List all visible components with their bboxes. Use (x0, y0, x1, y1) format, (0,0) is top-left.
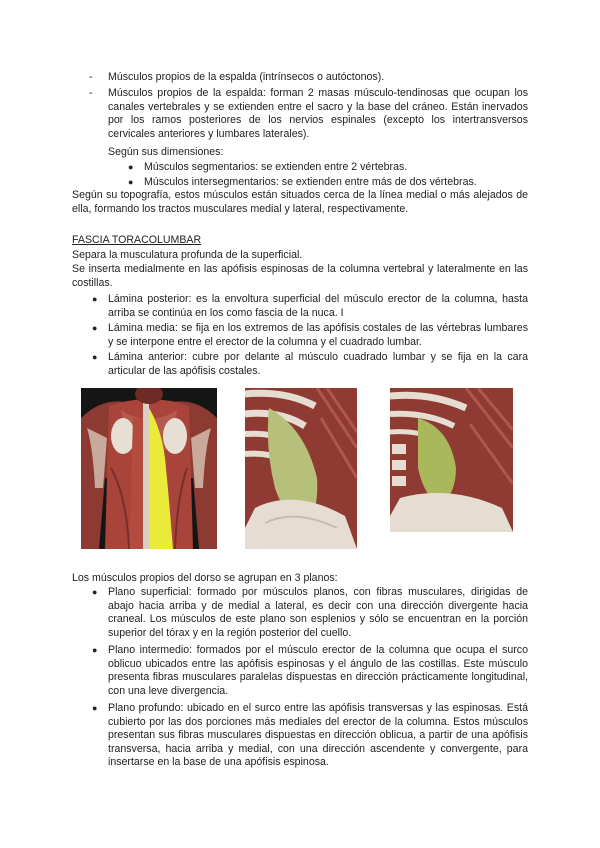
bullet-icon: ● (128, 162, 134, 172)
list-item: Lámina media: se fija en los extremos de las apófisis costales de las vértebras lumbares y se interpone entre el erector de la columna y el cuadrado lumbar. (108, 322, 528, 348)
bullet-icon: ● (92, 587, 98, 597)
planes-intro: Los músculos propios del dorso se agrupan en 3 planos: (72, 572, 338, 584)
bullet-icon: ● (92, 352, 98, 362)
back-muscles-image (81, 388, 217, 549)
bullet-icon: ● (92, 323, 98, 333)
list-item: Plano profundo: ubicado en el surco entre las apófisis transversas y las espinosas. Está cubierto por las dos porciones más mediales del erector de la columna. Estos músculos presentan sus fibras musculares dispuestas en dirección oblicua, a partir de una apófisis transversa, hacia arriba y medial, con una dirección ascendente y convergente, para insertarse en la base de una apófisis espinosa. (108, 702, 528, 769)
bullet-icon: ● (128, 177, 134, 187)
lateral-fascia-image (245, 388, 357, 549)
list-item: Músculos segmentarios: se extienden entre 2 vértebras. (144, 161, 408, 173)
bullet-icon: ● (92, 294, 98, 304)
dash-marker: - (89, 87, 93, 99)
paragraph: Se inserta medialmente en las apófisis espinosas de la columna vertebral y lateralmente en las costillas. (72, 263, 528, 289)
list-item: Lámina posterior: es la envoltura superficial del músculo erector de la columna, hasta arriba se continúa en los como fascia de la nuca. I (108, 293, 528, 319)
list-item: Músculos propios de la espalda (intrínsecos o autóctonos). (108, 71, 385, 83)
dash-marker: - (89, 71, 93, 83)
deep-muscle-image (390, 388, 513, 532)
paragraph: Separa la musculatura profunda de la superficial. (72, 249, 303, 261)
list-item: Plano superficial: formado por músculos planos, con fibras musculares, dirigidas de abajo hacia arriba y de medial a lateral, es decir con una dirección divergente hacia craneal. Los músculos de este plano son esplenios y sólo se encuentran en la porción superior del tórax y en la región posterior del cuello. (108, 586, 528, 639)
list-item: Plano intermedio: formados por el músculo erector de la columna que ocupa el surco oblicuo ubicados entre las apófisis espinosas y el ángulo de las costillas. Este músculo presenta fibras musculares paralelas dispuestas en dirección prácticamente longitudinal, con una leve divergencia. (108, 644, 528, 697)
list-item: Lámina anterior: cubre por delante al músculo cuadrado lumbar y se fija en la cara articular de las apófisis costales. (108, 351, 528, 377)
section-heading: FASCIA TORACOLUMBAR (72, 234, 202, 246)
list-item: Músculos intersegmentarios: se extienden entre más de dos vértebras. (144, 176, 477, 188)
topography-paragraph: Según su topografía, estos músculos están situados cerca de la línea medial o más alejados de ella, formando los tractos musculares medial y lateral, respectivamente. (72, 189, 528, 215)
bullet-icon: ● (92, 703, 98, 713)
list-item: Músculos propios de la espalda: forman 2 masas músculo-tendinosas que ocupan los canales vertebrales y se extienden entre el sacro y la base del cráneo. Están inervados por los ramos posteriores de los nervios espinales (excepto los intertransversos cervicales anteriores y lumbares laterales). (108, 87, 528, 140)
dimensions-intro: Según sus dimensiones: (108, 146, 224, 158)
bullet-icon: ● (92, 645, 98, 655)
